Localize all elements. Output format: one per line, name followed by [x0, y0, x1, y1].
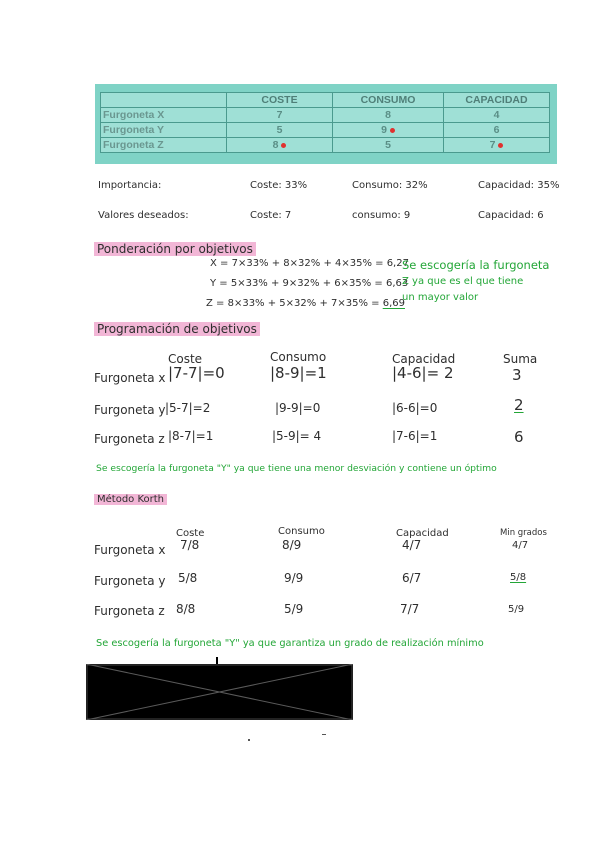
importancia-label: Importancia: [98, 180, 162, 191]
missing-image-placeholder [86, 664, 353, 720]
cell-coste: 7 [227, 108, 333, 123]
korth-row-label: Furgoneta z [94, 604, 165, 618]
korth-min: 5/9 [508, 604, 525, 615]
prog-cell: |5-9|= 4 [272, 429, 322, 443]
red-mark-icon [281, 143, 286, 148]
valores-capacidad: Capacidad: 6 [478, 210, 544, 221]
cell-consumo: 5 [333, 138, 444, 153]
ponderacion-note-2: Z ya que es el que tiene [402, 276, 524, 287]
stray-mark [322, 734, 326, 735]
placeholder-cross-icon [86, 664, 353, 720]
importancia-capacidad: Capacidad: 35% [478, 180, 560, 191]
korth-min: 4/7 [512, 540, 529, 551]
programacion-title: Programación de objetivos [94, 322, 260, 336]
prog-cell: |5-7|=2 [165, 401, 211, 415]
red-mark-icon [498, 143, 503, 148]
korth-cell: 8/8 [176, 602, 196, 616]
valores-label: Valores deseados: [98, 210, 189, 221]
cell-capacidad: 4 [444, 108, 550, 123]
prog-header-suma: Suma [503, 352, 538, 366]
table-header-coste: COSTE [227, 93, 333, 108]
prog-cell: |9-9|=0 [275, 401, 321, 415]
ponderacion-note-1: Se escogería la furgoneta [402, 258, 550, 272]
korth-header-consumo: Consumo [278, 526, 325, 537]
table-header-consumo: CONSUMO [333, 93, 444, 108]
prog-sum: 3 [512, 366, 522, 384]
korth-header-capacidad: Capacidad [396, 528, 449, 539]
table-header-row [101, 93, 550, 108]
korth-cell: 5/8 [178, 571, 198, 585]
korth-cell: 8/9 [282, 538, 302, 552]
korth-cell: 4/7 [402, 538, 422, 552]
cell-coste: 8 [227, 138, 333, 153]
korth-cell: 7/8 [180, 538, 200, 552]
table-row [101, 108, 550, 123]
cell-capacidad: 6 [444, 123, 550, 138]
ponderacion-z-result: 6,69 [382, 298, 405, 309]
table-row [101, 123, 550, 138]
red-mark-icon [390, 128, 395, 133]
table-row [101, 138, 550, 153]
prog-row-label: Furgoneta x [94, 371, 166, 385]
cell-consumo: 9 [333, 123, 444, 138]
cell-consumo: 8 [333, 108, 444, 123]
importancia-coste: Coste: 33% [250, 180, 308, 191]
cell-capacidad: 7 [444, 138, 550, 153]
prog-cell: |6-6|=0 [392, 401, 438, 415]
table-header-capacidad: CAPACIDAD [444, 93, 550, 108]
ponderacion-x: X = 7×33% + 8×32% + 4×35% = 6,27 [210, 258, 409, 269]
prog-row-label: Furgoneta y [94, 403, 166, 417]
comparison-table-image [95, 84, 557, 164]
table-header-blank [101, 93, 227, 108]
importancia-consumo: Consumo: 32% [352, 180, 428, 191]
valores-consumo: consumo: 9 [352, 210, 411, 221]
stray-mark [248, 739, 250, 741]
row-label: Furgoneta Z [101, 138, 227, 153]
korth-row-label: Furgoneta y [94, 574, 166, 588]
prog-cell: |8-7|=1 [168, 429, 214, 443]
korth-cell: 5/9 [284, 602, 304, 616]
korth-cell: 7/7 [400, 602, 420, 616]
ponderacion-note-3: un mayor valor [402, 292, 479, 303]
prog-sum: 2 [514, 396, 524, 414]
prog-sum: 6 [514, 428, 524, 446]
prog-cell: |7-6|=1 [392, 429, 438, 443]
row-label: Furgoneta X [101, 108, 227, 123]
prog-cell: |4-6|= 2 [392, 364, 454, 382]
prog-cell: |7-7|=0 [168, 364, 225, 382]
korth-min: 5/8 [510, 572, 527, 583]
korth-row-label: Furgoneta x [94, 543, 166, 557]
prog-header-consumo: Consumo [270, 350, 327, 364]
ponderacion-z: Z = 8×33% + 5×32% + 7×35% = 6,69 [206, 298, 405, 309]
cell-coste: 5 [227, 123, 333, 138]
korth-header-min: Min grados [500, 528, 547, 538]
programacion-note: Se escogería la furgoneta "Y" ya que tiene una menor desviación y contiene un óptimo [96, 463, 497, 474]
prog-row-label: Furgoneta z [94, 432, 165, 446]
korth-title: Método Korth [94, 494, 167, 505]
comparison-table [100, 92, 550, 153]
korth-header-coste: Coste [176, 528, 205, 539]
prog-header-capacidad: Capacidad [392, 352, 456, 366]
prog-header-coste: Coste [168, 352, 203, 366]
korth-cell: 6/7 [402, 571, 422, 585]
ponderacion-y: Y = 5×33% + 9×32% + 6×35% = 6,63 [210, 278, 409, 289]
row-label: Furgoneta Y [101, 123, 227, 138]
korth-cell: 9/9 [284, 571, 304, 585]
valores-coste: Coste: 7 [250, 210, 292, 221]
korth-note: Se escogería la furgoneta "Y" ya que garantiza un grado de realización mínimo [96, 638, 484, 649]
ponderacion-title: Ponderación por objetivos [94, 242, 256, 256]
prog-cell: |8-9|=1 [270, 364, 327, 382]
